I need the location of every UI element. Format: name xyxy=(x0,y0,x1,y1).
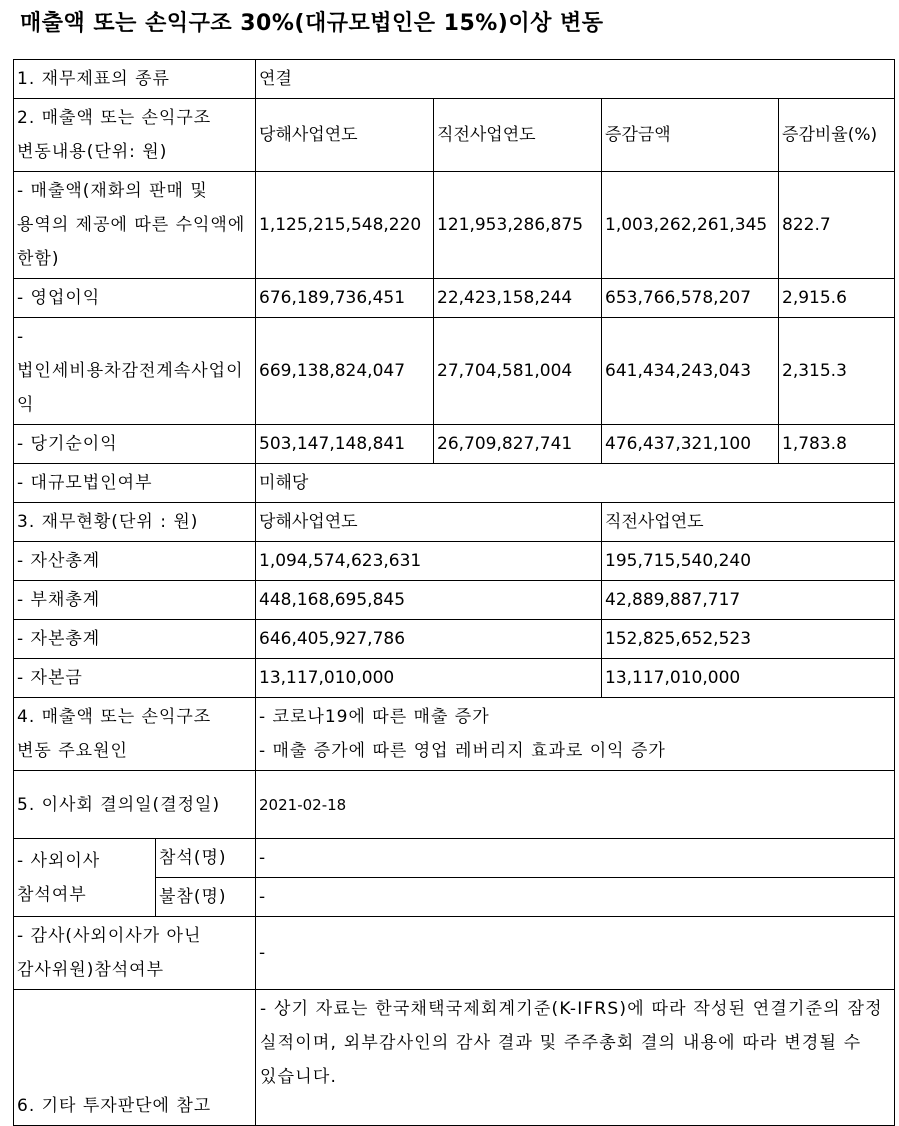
financial-section-label: 3. 재무현황(단위 : 원) xyxy=(14,503,256,542)
pretax-income-prior: 27,704,581,004 xyxy=(434,318,602,425)
capital-stock-prior: 13,117,010,000 xyxy=(602,659,895,698)
total-equity-label: - 자본총계 xyxy=(14,620,256,659)
col-change-rate: 증감비율(%) xyxy=(779,99,895,172)
total-liabilities-prior: 42,889,887,717 xyxy=(602,581,895,620)
row-outside-present xyxy=(14,839,895,878)
net-income-rate: 1,783.8 xyxy=(779,425,895,464)
total-assets-label: - 자산총계 xyxy=(14,542,256,581)
revenue-rate: 822.7 xyxy=(779,172,895,279)
col-current-year: 당해사업연도 xyxy=(256,99,434,172)
pretax-income-rate: 2,315.3 xyxy=(779,318,895,425)
total-liabilities-label: - 부채총계 xyxy=(14,581,256,620)
board-date-label: 5. 이사회 결의일(결정일) xyxy=(14,771,256,839)
row-total-liabilities xyxy=(14,581,895,620)
total-equity-current: 646,405,927,786 xyxy=(256,620,602,659)
row-capital-stock xyxy=(14,659,895,698)
net-income-label: - 당기순이익 xyxy=(14,425,256,464)
page-title: 매출액 또는 손익구조 30%(대규모법인은 15%)이상 변동 xyxy=(20,11,604,36)
operating-income-current: 676,189,736,451 xyxy=(256,279,434,318)
capital-stock-label: - 자본금 xyxy=(14,659,256,698)
main-cause-value xyxy=(256,698,895,771)
row-main-cause xyxy=(14,698,895,771)
row-financial-header xyxy=(14,503,895,542)
capital-stock-current: 13,117,010,000 xyxy=(256,659,602,698)
total-assets-prior: 195,715,540,240 xyxy=(602,542,895,581)
fin-col-current-year: 당해사업연도 xyxy=(256,503,602,542)
large-corp-value: 미해당 xyxy=(256,464,895,503)
row-net-income xyxy=(14,425,895,464)
change-section-label: 2. 매출액 또는 손익구조 변동내용(단위: 원) xyxy=(14,99,256,172)
board-date-value: 2021-02-18 xyxy=(256,771,895,839)
audit-label: - 감사(사외이사가 아닌 감사위원)참석여부 xyxy=(14,917,256,990)
pretax-income-current: 669,138,824,047 xyxy=(256,318,434,425)
row-large-corp xyxy=(14,464,895,503)
audit-value: - xyxy=(256,917,895,990)
operating-income-change: 653,766,578,207 xyxy=(602,279,779,318)
net-income-prior: 26,709,827,741 xyxy=(434,425,602,464)
large-corp-label: - 대규모법인여부 xyxy=(14,464,256,503)
outside-absent-value: - xyxy=(256,878,895,917)
row-audit xyxy=(14,917,895,990)
other-notes-value: - 상기 자료는 한국채택국제회계기준(K-IFRS)에 따라 작성된 연결기준의 잠정 실적이며, 외부감사인의 감사 결과 및 주주총회 결의 내용에 따라 변경될 수 있습니다. xyxy=(256,990,895,1126)
statement-type-label: 1. 재무제표의 종류 xyxy=(14,60,256,99)
net-income-current: 503,147,148,841 xyxy=(256,425,434,464)
other-notes-label: 6. 기타 투자판단에 참고 xyxy=(14,990,256,1126)
revenue-prior: 121,953,286,875 xyxy=(434,172,602,279)
outside-director-label: - 사외이사 참석여부 xyxy=(14,839,156,917)
row-board-date xyxy=(14,771,895,839)
col-prior-year: 직전사업연도 xyxy=(434,99,602,172)
total-assets-current: 1,094,574,623,631 xyxy=(256,542,602,581)
outside-absent-label: 불참(명) xyxy=(156,878,256,917)
operating-income-rate: 2,915.6 xyxy=(779,279,895,318)
row-pretax-income xyxy=(14,318,895,425)
revenue-change: 1,003,262,261,345 xyxy=(602,172,779,279)
net-income-change: 476,437,321,100 xyxy=(602,425,779,464)
main-cause-line-2: - 매출 증가에 따른 영업 레버리지 효과로 이익 증가 xyxy=(259,741,666,761)
main-cause-label: 4. 매출액 또는 손익구조 변동 주요원인 xyxy=(14,698,256,771)
total-liabilities-current: 448,168,695,845 xyxy=(256,581,602,620)
operating-income-prior: 22,423,158,244 xyxy=(434,279,602,318)
row-other-notes xyxy=(14,990,895,1126)
row-revenue xyxy=(14,172,895,279)
main-cause-line-1: - 코로나19에 따른 매출 증가 xyxy=(259,707,490,727)
pretax-income-change: 641,434,243,043 xyxy=(602,318,779,425)
total-equity-prior: 152,825,652,523 xyxy=(602,620,895,659)
outside-present-value: - xyxy=(256,839,895,878)
revenue-label: - 매출액(재화의 판매 및 용역의 제공에 따른 수익액에 한함) xyxy=(14,172,256,279)
revenue-current: 1,125,215,548,220 xyxy=(256,172,434,279)
col-change-amount: 증감금액 xyxy=(602,99,779,172)
row-total-equity xyxy=(14,620,895,659)
operating-income-label: - 영업이익 xyxy=(14,279,256,318)
statement-type-value: 연결 xyxy=(256,60,895,99)
outside-present-label: 참석(명) xyxy=(156,839,256,878)
row-statement-type xyxy=(14,60,895,99)
row-total-assets xyxy=(14,542,895,581)
fin-col-prior-year: 직전사업연도 xyxy=(602,503,895,542)
row-change-header xyxy=(14,99,895,172)
disclosure-table xyxy=(13,59,895,1126)
row-operating-income xyxy=(14,279,895,318)
pretax-income-label: - 법인세비용차감전계속사업이익 xyxy=(14,318,256,425)
